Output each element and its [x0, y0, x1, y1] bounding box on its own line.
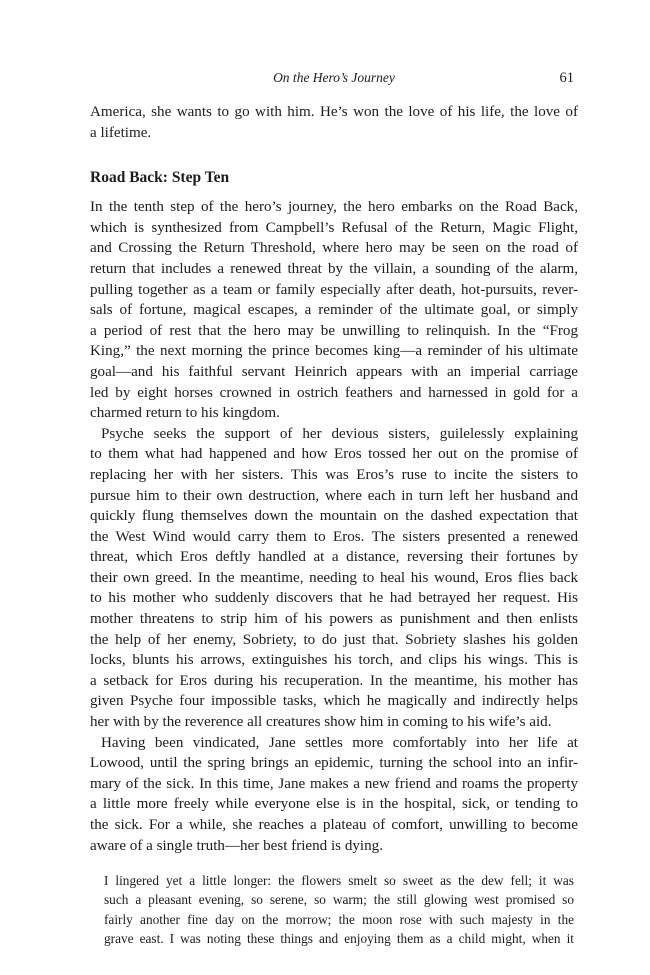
text-line: threat, which Eros deftly handled at a distance, reversing their fortunes by: [90, 549, 578, 566]
block-quote: [104, 871, 574, 948]
text-line: which is synthesized from Campbell’s Refusal of the Return, Magic Flight,: [90, 219, 578, 236]
page-number: 61: [559, 70, 574, 86]
text-line: and Crossing the Return Threshold, where hero may be seen on the road of: [90, 240, 578, 257]
text-line: replacing her with her sisters. This was Eros’s ruse to incite the sisters to: [90, 466, 578, 483]
quote-line: grave east. I was noting these things and enjoying them as a child might, when it: [104, 930, 574, 946]
text-line: In the tenth step of the hero’s journey, the hero embarks on the Road Back,: [90, 199, 578, 216]
text-line: to them what had happened and how Eros tossed her out on the promise of: [90, 446, 578, 463]
running-header: [90, 68, 578, 88]
text-line: charmed return to his kingdom.: [90, 405, 280, 422]
body-paragraph: [90, 197, 578, 424]
text-line: the help of her enemy, Sobriety, to do just that. Sobriety slashes his golden: [90, 631, 578, 648]
text-line: the sick. For a while, she reaches a plateau of comfort, unwilling to become: [90, 817, 578, 833]
text-line: America, she wants to go with him. He’s won the love of his life, the love of: [90, 104, 578, 120]
quote-line: fairly another fine day on the morrow; the moon rose with such majesty in the: [104, 911, 574, 927]
text-line: led by eight horses crowned in ostrich feathers and harnessed in gold for a: [90, 384, 578, 401]
opening-paragraph: [90, 102, 578, 143]
text-line: King,” the next morning the prince becomes king—a reminder of his ultimate: [90, 343, 578, 360]
text-line: to his mother who suddenly discovers that he had betrayed her request. His: [90, 590, 578, 607]
text-line: given Psyche four impossible tasks, which he magically and indirectly helps: [90, 693, 578, 710]
text-line: Psyche seeks the support of her devious sisters, guilelessly explaining: [101, 425, 578, 442]
text-line: return that includes a renewed threat by the villain, a sounding of the alarm,: [90, 260, 578, 277]
page-body: [90, 102, 578, 948]
text-line: a period of rest that the hero may be unwilling to relinquish. In the “Frog: [90, 322, 578, 339]
text-line: her with by the reverence all creatures show him in coming to his wife’s aid.: [90, 714, 552, 731]
text-line: their own greed. In the meantime, needing to heal his wound, Eros flies back: [90, 569, 578, 586]
text-line: a setback for Eros during his recuperation. In the meantime, his mother has: [90, 672, 578, 689]
running-title: On the Hero’s Journey: [273, 70, 395, 85]
text-line: a lifetime.: [90, 124, 152, 141]
text-line: pursue him to their own destruction, where each in turn left her husband and: [90, 487, 578, 504]
text-line: goal—and his faithful servant Heinrich appears with an imperial carriage: [90, 363, 578, 380]
text-line: the West Wind would carry them to Eros. The sisters presented a renewed: [90, 528, 578, 545]
text-line: sals of fortune, magical escapes, a reminder of the ultimate goal, or simply: [90, 302, 578, 319]
quote-line: such a pleasant evening, so serene, so warm; the still glowing west promised so: [104, 892, 574, 908]
text-line: Having been vindicated, Jane settles more comfortably into her life at: [101, 734, 578, 751]
quote-line: I lingered yet a little longer: the flowers smelt so sweet as the dew fell; it was: [104, 873, 574, 889]
body-paragraph: [90, 733, 578, 857]
text-line: locks, blunts his arrows, extinguishes his torch, and clips his wings. This is: [90, 652, 578, 669]
section-heading: Road Back: Step Ten: [90, 169, 230, 187]
text-line: aware of a single truth—her best friend is dying.: [90, 837, 383, 854]
text-line: quickly flung themselves down the mountain on the dashed expectation that: [90, 508, 578, 525]
text-line: mary of the sick. In this time, Jane makes a new friend and roams the property: [90, 775, 578, 792]
text-line: pulling together as a team or family especially after death, hot-pursuits, rever-: [90, 281, 578, 298]
body-paragraph: [90, 424, 578, 733]
text-line: mother threatens to strip him of his powers as punishment and then enlists: [90, 611, 578, 628]
text-line: a little more freely while everyone else is in the hospital, sick, or tending to: [90, 796, 578, 813]
text-line: Lowood, until the spring brings an epidemic, turning the school into an infir-: [90, 755, 578, 772]
